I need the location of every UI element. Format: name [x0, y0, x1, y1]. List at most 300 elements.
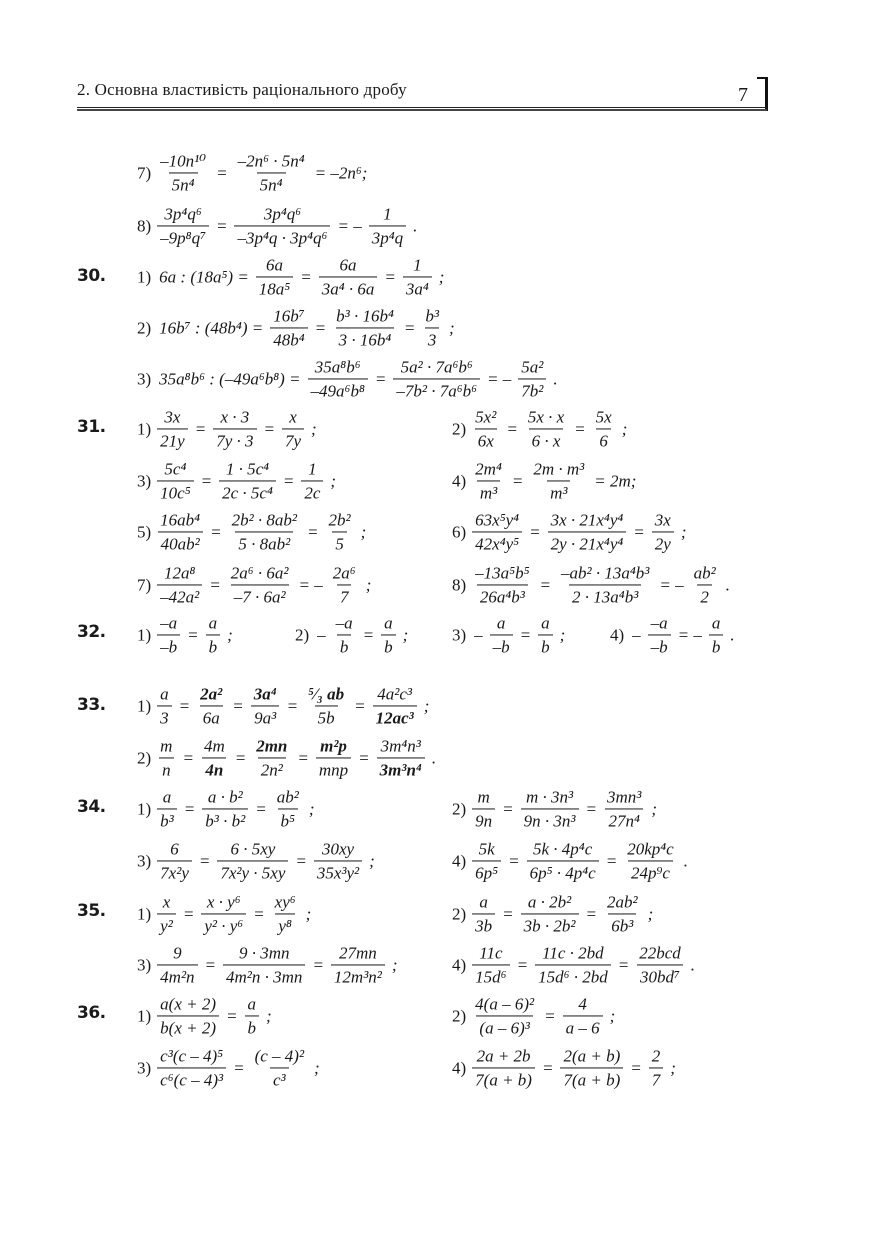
numerator: 5x²	[475, 407, 497, 427]
fraction	[558, 563, 652, 606]
operator-text: =	[194, 419, 207, 439]
fraction	[472, 994, 537, 1037]
fraction	[157, 892, 176, 935]
denominator: 4n	[202, 757, 226, 780]
denominator: b	[538, 634, 553, 657]
operator-text: =	[574, 419, 586, 439]
fraction	[301, 459, 323, 502]
operator-text: =	[182, 904, 195, 924]
numerator: 5k · 4p⁴c	[533, 839, 593, 859]
item-label: 2)	[452, 1006, 467, 1026]
denominator: 10c⁵	[157, 480, 193, 503]
denominator: 7	[337, 584, 352, 607]
fraction	[229, 510, 300, 553]
numerator: 5a²	[521, 357, 544, 377]
operator-text: =	[605, 851, 618, 871]
numerator: 5a² · 7a⁶b⁶	[400, 357, 473, 377]
fraction	[369, 204, 406, 247]
numerator: 4m	[203, 736, 225, 756]
operator-text: = –	[487, 369, 512, 389]
denominator: 2c · 5c⁴	[219, 480, 276, 503]
numerator: 1 · 5c⁴	[225, 459, 270, 479]
denominator: 48b⁴	[270, 327, 307, 350]
operator-text: .	[683, 851, 688, 871]
exercise-item	[137, 563, 378, 606]
fraction	[472, 1046, 535, 1089]
numerator: 3x	[164, 407, 181, 427]
numerator: a	[208, 613, 218, 633]
fraction	[206, 613, 221, 656]
numerator: 2m · m³	[533, 459, 585, 479]
operator-text: ;	[391, 955, 398, 975]
fraction	[282, 407, 304, 450]
fraction	[319, 255, 378, 298]
problem-number: 31.	[77, 417, 106, 437]
denominator: 12m³n²	[331, 964, 385, 987]
item-label: 3)	[137, 851, 152, 871]
numerator: a	[247, 994, 256, 1014]
fraction	[223, 943, 305, 986]
item-label: 1)	[137, 696, 152, 716]
fraction	[157, 1046, 226, 1089]
item-label: 4)	[452, 955, 467, 975]
fraction	[228, 563, 292, 606]
numerator: –2n⁶ · 5n⁴	[237, 151, 305, 171]
numerator: (c – 4)²	[254, 1046, 305, 1066]
operator-text: =	[282, 471, 295, 491]
operator-text: =	[403, 318, 416, 338]
operator-text: =	[307, 522, 319, 542]
denominator: m³	[477, 480, 500, 503]
numerator: ⁵⁄₃ ab	[308, 684, 345, 704]
denominator: –b	[648, 634, 671, 657]
denominator: 2c	[301, 480, 323, 503]
exercise-item	[137, 892, 318, 935]
operator-text: =	[314, 318, 327, 338]
denominator: b	[206, 634, 221, 657]
fraction	[472, 787, 495, 830]
numerator: a	[711, 613, 721, 633]
denominator: 2 · 13a⁴b³	[569, 584, 641, 607]
numerator: a	[479, 892, 488, 912]
exercise-item	[137, 943, 405, 986]
fraction	[560, 1046, 623, 1089]
fraction	[330, 563, 359, 606]
numerator: 3x · 21x⁴y⁴	[550, 510, 624, 530]
operator-text: =	[198, 851, 211, 871]
numerator: x	[289, 407, 297, 427]
fraction	[157, 407, 188, 450]
operator-text: = –	[677, 625, 702, 645]
denominator: 12ac³	[373, 705, 417, 728]
operator-text: =	[502, 904, 514, 924]
denominator: 21y	[157, 428, 188, 451]
operator-text: = –	[659, 575, 684, 595]
operator-text: ;	[402, 625, 409, 645]
denominator: 3	[425, 327, 440, 350]
item-label: 2)	[137, 748, 152, 768]
denominator: b⁵	[278, 808, 298, 831]
exercise-item	[137, 151, 374, 194]
exercise-item	[137, 613, 240, 656]
item-label: 8)	[137, 216, 152, 236]
fraction	[377, 736, 425, 779]
numerator: m	[160, 736, 173, 756]
denominator: –b	[157, 634, 180, 657]
operator-text: =	[226, 1006, 238, 1026]
fraction	[527, 839, 599, 882]
denominator: 7(a + b)	[560, 1067, 623, 1090]
fraction	[535, 943, 611, 986]
denominator: 5n⁴	[169, 172, 198, 195]
fraction	[472, 563, 532, 606]
fraction	[253, 736, 290, 779]
operator-text: ;	[680, 522, 687, 542]
operator-text: –	[474, 625, 483, 645]
denominator: 7y	[282, 428, 304, 451]
operator-text: .	[413, 216, 418, 236]
numerator: x	[162, 892, 171, 912]
operator-text: –	[632, 625, 641, 645]
exercise-item	[610, 613, 742, 656]
fraction	[157, 736, 175, 779]
numerator: 35a⁸b⁶	[314, 357, 361, 377]
operator-text: =	[204, 955, 217, 975]
denominator: –7b² · 7a⁶b⁶	[393, 378, 480, 401]
item-label: 4)	[610, 625, 625, 645]
denominator: 7b²	[518, 378, 546, 401]
denominator: m³	[547, 480, 570, 503]
numerator: 4	[578, 994, 587, 1014]
fraction	[217, 839, 288, 882]
operator-text: =	[200, 471, 213, 491]
operator-text: =	[263, 419, 275, 439]
exercise-item	[137, 459, 343, 502]
operator-text: ;	[647, 904, 654, 924]
denominator: b	[337, 634, 352, 657]
item-label: 2)	[452, 904, 467, 924]
fraction	[530, 459, 587, 502]
denominator: n	[159, 757, 174, 780]
fraction	[652, 510, 674, 553]
exercise-item	[137, 1046, 327, 1089]
header-rule	[77, 107, 767, 108]
denominator: 7x²y · 5xy	[217, 860, 288, 883]
fraction	[472, 510, 522, 553]
operator-text: = –	[298, 575, 323, 595]
numerator: 3m⁴n³	[380, 736, 421, 756]
numerator: a	[162, 787, 172, 807]
operator-text: ;	[438, 267, 445, 287]
fraction	[316, 736, 351, 779]
item-label: 3)	[452, 625, 467, 645]
fraction	[157, 613, 180, 656]
fraction	[490, 613, 513, 656]
operator-text: ;	[311, 419, 317, 439]
numerator: 12a⁸	[164, 563, 196, 583]
problem-number: 30.	[77, 266, 106, 286]
denominator: –7 · 6a²	[231, 584, 289, 607]
denominator: 15d⁶ · 2bd	[535, 964, 611, 987]
operator-text: =	[541, 1058, 554, 1078]
numerator: 5k	[478, 839, 495, 859]
numerator: 27mn	[339, 943, 377, 963]
fraction	[219, 459, 276, 502]
fraction	[648, 613, 671, 656]
denominator: –b	[490, 634, 513, 657]
item-label: 3)	[137, 1058, 152, 1078]
denominator: 7x²y	[157, 860, 192, 883]
fraction	[270, 306, 307, 349]
problem-number: 32.	[77, 622, 106, 642]
operator-text: .	[730, 625, 735, 645]
numerator: 3mn³	[607, 787, 642, 807]
operator-text: = 2m;	[594, 471, 637, 491]
denominator: 5n⁴	[257, 172, 286, 195]
exercise-item	[137, 357, 565, 400]
denominator: 9n	[472, 808, 495, 831]
numerator: 63x⁵y⁴	[475, 510, 520, 530]
fraction	[624, 839, 677, 882]
item-label: 4)	[452, 1058, 467, 1078]
numerator: 3p⁴q⁶	[263, 204, 302, 224]
item-label: 1)	[137, 625, 152, 645]
operator-text: 6a : (18a⁵) =	[159, 267, 249, 287]
operator-text: ;	[227, 625, 233, 645]
exercise-item	[137, 510, 373, 553]
denominator: –3p⁴q · 3p⁴q⁶	[234, 225, 330, 248]
numerator: a	[496, 613, 506, 633]
denominator: 24p⁹c	[628, 860, 673, 883]
numerator: a(x + 2)	[160, 994, 217, 1014]
denominator: 3	[157, 705, 172, 728]
operator-text: =	[585, 799, 597, 819]
fraction	[373, 684, 417, 727]
operator-text: =	[182, 748, 194, 768]
exercise-item	[452, 943, 702, 986]
numerator: xy⁶	[274, 892, 296, 912]
operator-text: =	[234, 748, 247, 768]
operator-text: =	[255, 799, 267, 819]
numerator: 9 · 3mn	[238, 943, 290, 963]
problem-number: 35.	[77, 901, 106, 921]
fraction	[521, 787, 579, 830]
numerator: –10n¹⁰	[160, 151, 207, 171]
numerator: 11c	[479, 943, 503, 963]
numerator: a · 2b²	[527, 892, 572, 912]
denominator: 4m²n	[157, 964, 197, 987]
item-label: 4)	[452, 471, 467, 491]
fraction	[157, 994, 219, 1037]
numerator: 1	[413, 255, 422, 275]
operator-text: =	[312, 955, 324, 975]
numerator: 30xy	[321, 839, 355, 859]
denominator: 3b	[472, 913, 495, 936]
denominator: 3p⁴q	[369, 225, 406, 248]
numerator: 2	[651, 1046, 661, 1066]
numerator: c³(c – 4)⁵	[160, 1046, 224, 1066]
numerator: 3x	[654, 510, 671, 530]
item-label: 1)	[137, 1006, 152, 1026]
numerator: a · b²	[207, 787, 243, 807]
denominator: b(x + 2)	[157, 1015, 219, 1038]
problem-number: 36.	[77, 1003, 106, 1023]
item-label: 7)	[137, 575, 152, 595]
fraction	[157, 943, 197, 986]
numerator: 4(a – 6)²	[475, 994, 535, 1014]
denominator: 3a⁴	[403, 276, 432, 299]
item-label: 5)	[137, 522, 152, 542]
operator-text: .	[690, 955, 696, 975]
operator-text: =	[362, 625, 375, 645]
operator-text: ;	[621, 419, 628, 439]
operator-text: =	[354, 696, 366, 716]
exercise-item	[452, 892, 660, 935]
fraction	[604, 892, 641, 935]
denominator: y⁸	[275, 913, 294, 936]
numerator: 5x	[595, 407, 612, 427]
fraction	[201, 736, 228, 779]
fraction	[472, 892, 495, 935]
exercise-item	[137, 736, 443, 779]
fraction	[636, 943, 684, 986]
denominator: 5b	[315, 705, 338, 728]
item-label: 3)	[137, 471, 152, 491]
operator-text: =	[187, 625, 199, 645]
numerator: b³ · 16b⁴	[336, 306, 394, 326]
fraction	[213, 407, 256, 450]
exercise-item	[452, 994, 622, 1037]
numerator: 6a	[266, 255, 283, 275]
operator-text: .	[431, 748, 437, 768]
denominator: 2	[697, 584, 712, 607]
operator-text: 35a⁸b⁶ : (–49a⁶b⁸) =	[159, 369, 301, 389]
numerator: 3a⁴	[253, 684, 277, 704]
exercise-item	[137, 787, 321, 830]
denominator: 2n²	[258, 757, 286, 780]
numerator: 1	[383, 204, 392, 224]
numerator: a	[541, 613, 550, 633]
item-label: 2)	[452, 419, 467, 439]
item-label: 3)	[137, 369, 152, 389]
numerator: 2a⁶	[332, 563, 356, 583]
numerator: 2ab²	[607, 892, 638, 912]
exercise-item	[452, 407, 634, 450]
exercise-item	[137, 407, 324, 450]
numerator: –a	[160, 613, 178, 633]
fraction	[521, 892, 579, 935]
fraction	[308, 357, 368, 400]
operator-text: =	[253, 904, 265, 924]
denominator: 9a³	[251, 705, 279, 728]
fraction	[305, 684, 347, 727]
denominator: 27n⁴	[605, 808, 642, 831]
item-label: 1)	[137, 799, 152, 819]
problem-number: 33.	[77, 695, 106, 715]
denominator: b	[381, 634, 396, 657]
denominator: y²	[157, 913, 176, 936]
denominator: 9n · 3n³	[521, 808, 579, 831]
denominator: 5	[332, 531, 347, 554]
numerator: m	[477, 787, 490, 807]
exercise-item	[295, 613, 415, 656]
numerator: 22bcd	[639, 943, 681, 963]
operator-text: ;	[448, 318, 455, 338]
fraction	[157, 510, 203, 553]
fraction	[157, 684, 172, 727]
page-number-frame	[765, 77, 768, 111]
numerator: m · 3n³	[526, 787, 574, 807]
fraction	[157, 839, 192, 882]
denominator: a – 6	[563, 1015, 603, 1038]
page-number-frame-top	[757, 77, 768, 79]
operator-text: 16b⁷ : (48b⁴) =	[159, 318, 264, 338]
operator-text: =	[502, 799, 514, 819]
operator-text: ;	[651, 799, 658, 819]
operator-text: ;	[266, 1006, 272, 1026]
denominator: 42x⁴y⁵	[472, 531, 522, 554]
operator-text: ;	[670, 1058, 676, 1078]
exercise-item	[452, 839, 695, 882]
fraction	[331, 943, 385, 986]
denominator: c⁶(c – 4)³	[157, 1067, 226, 1090]
denominator: 3a⁴ · 6a	[319, 276, 378, 299]
fraction	[525, 407, 567, 450]
fraction	[563, 994, 603, 1037]
item-label: 1)	[137, 267, 152, 287]
operator-text: ;	[609, 1006, 616, 1026]
denominator: b	[245, 1015, 260, 1038]
fraction	[252, 1046, 307, 1089]
operator-text: =	[516, 955, 529, 975]
denominator: 30bd⁷	[637, 964, 683, 987]
exercise-item	[137, 994, 279, 1037]
denominator: 4m²n · 3mn	[223, 964, 305, 987]
denominator: 6	[596, 428, 611, 451]
numerator: –13a⁵b⁵	[475, 563, 530, 583]
numerator: 1	[308, 459, 317, 479]
operator-text: ;	[314, 1058, 320, 1078]
denominator: 3m³n⁴	[377, 757, 425, 780]
header-rule-thick	[77, 109, 767, 111]
operator-text: =	[384, 267, 396, 287]
operator-text: =	[511, 471, 524, 491]
fraction	[604, 787, 644, 830]
item-label: 2)	[137, 318, 152, 338]
fraction	[201, 892, 246, 935]
operator-text: = –2n⁶;	[314, 163, 368, 183]
numerator: 6	[170, 839, 179, 859]
item-label: 3)	[137, 955, 152, 975]
operator-text: =	[585, 904, 597, 924]
exercise-item	[452, 1046, 683, 1089]
section-title: 2. Основна властивість раціонального дробу	[77, 80, 407, 99]
numerator: 2b²	[328, 510, 351, 530]
operator-text: =	[529, 522, 541, 542]
item-label: 7)	[137, 163, 152, 183]
fraction	[381, 613, 396, 656]
numerator: 11c · 2bd	[542, 943, 604, 963]
denominator: 7y · 3	[213, 428, 256, 451]
fraction	[272, 892, 299, 935]
fraction	[251, 684, 280, 727]
fraction	[649, 1046, 664, 1089]
operator-text: =	[178, 696, 191, 716]
denominator: 40ab²	[158, 531, 203, 554]
operator-text: –	[317, 625, 326, 645]
fraction	[157, 204, 209, 247]
exercise-item	[137, 255, 451, 298]
